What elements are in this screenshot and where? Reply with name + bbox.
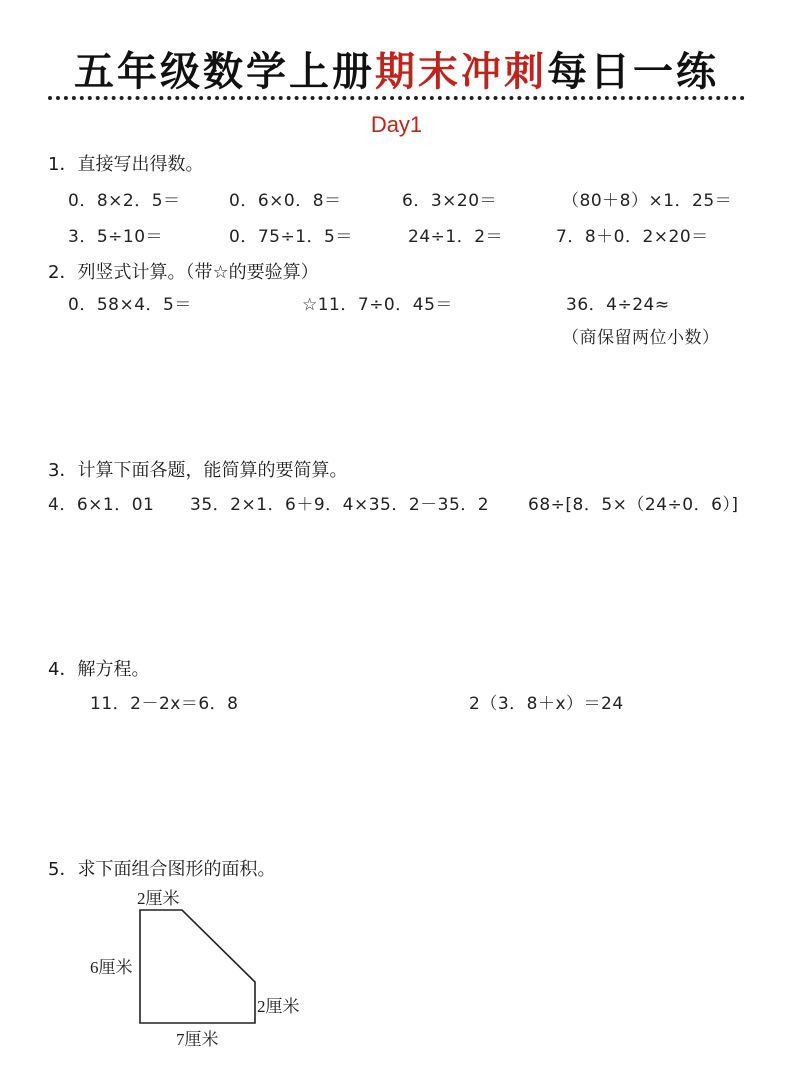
- q1-item: 0．6×0．8＝: [229, 191, 342, 211]
- title-part-2: 每日一练: [547, 49, 719, 95]
- title-part-1: 五年级数学上册: [74, 49, 375, 95]
- q2-title: 2．列竖式计算。（带☆的要验算）: [48, 262, 319, 283]
- q1-item: 24÷1．2＝: [408, 227, 504, 247]
- day-label: Day1: [370, 112, 423, 137]
- composite-shape-figure: [80, 880, 340, 1060]
- q2-item: 36．4÷24≈: [566, 295, 670, 315]
- label-left: 6厘米: [90, 958, 133, 977]
- dotted-divider: [48, 96, 745, 100]
- label-right: 2厘米: [257, 997, 300, 1016]
- q2-item: 0．58×4．5＝: [68, 295, 192, 315]
- q4-item: 2（3．8＋x）＝24: [469, 694, 624, 714]
- q4-title: 4．解方程。: [48, 659, 150, 680]
- q3-item: 68÷[8．5×（24÷0．6）]: [528, 495, 739, 515]
- composite-shape: [140, 910, 255, 1023]
- q3-item: 4．6×1．01: [48, 495, 155, 515]
- q1-item: 6．3×20＝: [402, 191, 498, 211]
- q1-item: （80＋8）×1．25＝: [562, 191, 733, 211]
- q2-note: （商保留两位小数）: [562, 328, 720, 348]
- label-top: 2厘米: [137, 889, 180, 908]
- q1-item: 0．8×2．5＝: [68, 191, 181, 211]
- q1-item: 3．5÷10＝: [68, 227, 164, 247]
- q4-item: 11．2－2x＝6．8: [90, 694, 239, 714]
- q3-item: 35．2×1．6＋9．4×35．2－35．2: [190, 495, 490, 515]
- q1-item: 7．8＋0．2×20＝: [556, 227, 709, 247]
- q1-title: 1．直接写出得数。: [48, 154, 204, 175]
- q2-item: ☆11．7÷0．45＝: [302, 295, 453, 315]
- q1-item: 0．75÷1．5＝: [229, 227, 353, 247]
- label-bottom: 7厘米: [176, 1030, 219, 1049]
- worksheet-title: [0, 40, 793, 97]
- q3-title: 3．计算下面各题，能简算的要简算。: [48, 460, 348, 481]
- title-highlight: 期末冲刺: [375, 49, 547, 95]
- q5-title: 5．求下面组合图形的面积。: [48, 859, 276, 880]
